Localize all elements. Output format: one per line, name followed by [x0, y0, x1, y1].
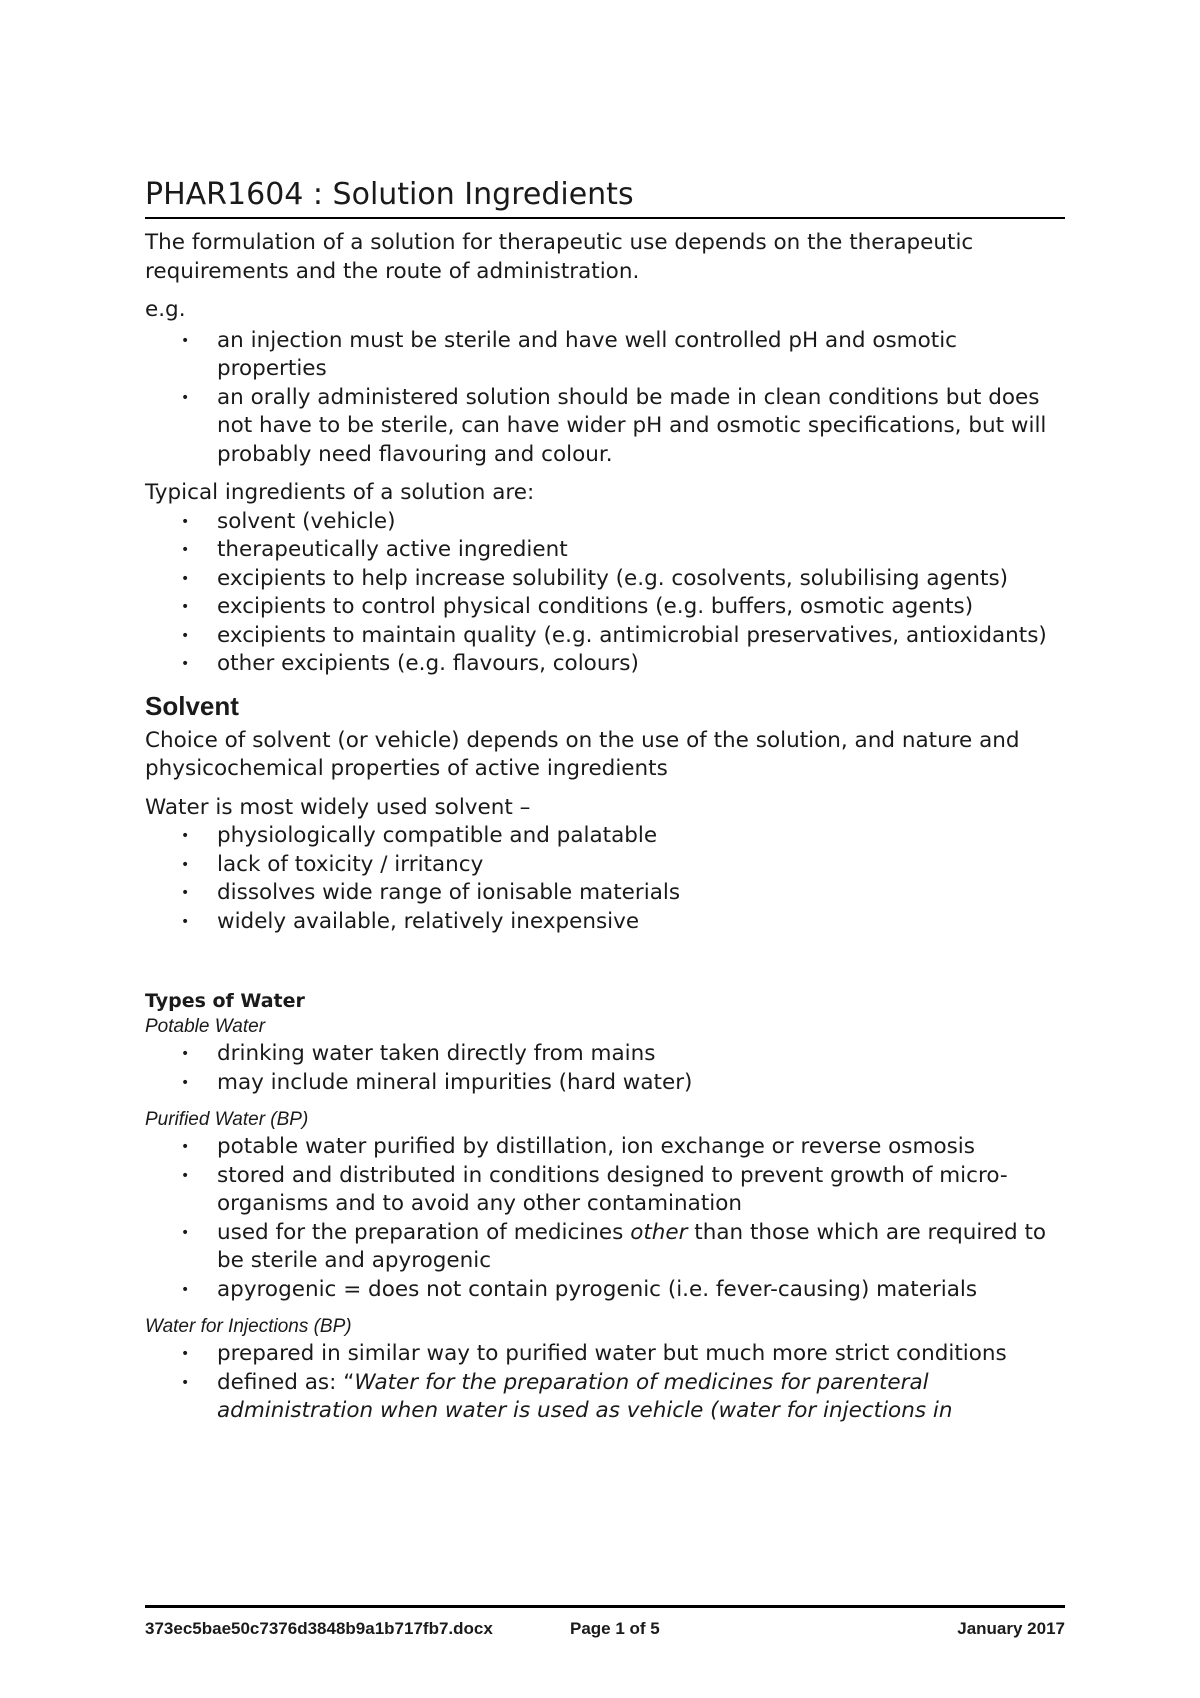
- bullet-icon: •: [181, 828, 190, 844]
- water-intro: Water is most widely used solvent –: [145, 794, 531, 820]
- bullet-icon: •: [181, 389, 190, 406]
- bullet-icon: •: [181, 627, 190, 644]
- bullet-icon: •: [181, 1074, 190, 1091]
- bullet-icon: •: [181, 1374, 190, 1391]
- water-for-injections-heading: Water for Injections (BP): [145, 1316, 352, 1337]
- list-item: • potable water purified by distillation, ion exchange or reverse osmosis: [145, 1133, 1065, 1162]
- eg-list: [145, 327, 1065, 470]
- potable-list: [145, 1040, 1065, 1097]
- bullet-icon: •: [181, 1224, 190, 1241]
- bullet-icon: •: [181, 513, 190, 530]
- bullet-icon: •: [181, 885, 190, 901]
- solvent-choice-paragraph: Choice of solvent (or vehicle) depends on the use of the solution, and nature and physicochemical properties of active ingredients: [145, 727, 1020, 781]
- eg-label: e.g.: [145, 297, 186, 322]
- list-item: • prepared in similar way to purified water but much more strict conditions: [145, 1340, 1065, 1369]
- bullet-icon: •: [181, 599, 190, 615]
- water-list: [145, 822, 1065, 936]
- list-item: • defined as: “Water for the preparation of medicines for parenteral administration when water is used as vehicle (water for injections in: [181, 1369, 953, 1423]
- list-item: • an orally administered solution should be made in clean conditions but does not have to be sterile, can have wider pH and osmotic specifications, but will probably need flavouring and colour.: [181, 384, 1047, 467]
- list-item: • apyrogenic = does not contain pyrogenic (i.e. fever-causing) materials: [145, 1276, 1065, 1305]
- bullet-icon: •: [181, 1167, 190, 1184]
- list-item: • used for the preparation of medicines other than those which are required to be sterile and apyrogenic: [181, 1219, 1047, 1273]
- bullet-icon: •: [181, 913, 190, 930]
- purified-list: [145, 1133, 1065, 1304]
- purified-water-heading: Purified Water (BP): [145, 1109, 309, 1130]
- list-item: • widely available, relatively inexpensive: [145, 908, 1065, 937]
- list-item: • therapeutically active ingredient: [145, 536, 1065, 565]
- bullet-icon: •: [181, 570, 190, 587]
- types-of-water-heading: Types of Water: [145, 990, 305, 1012]
- solvent-heading: Solvent: [145, 690, 239, 721]
- document-page: [145, 176, 1065, 1426]
- list-item: • physiologically compatible and palatable: [145, 822, 1065, 851]
- list-item: • may include mineral impurities (hard water): [145, 1069, 1065, 1098]
- list-item: • excipients to control physical conditions (e.g. buffers, osmotic agents): [145, 593, 1065, 622]
- list-item: • excipients to maintain quality (e.g. antimicrobial preservatives, antioxidants): [145, 622, 1065, 651]
- list-item: • other excipients (e.g. flavours, colours): [145, 650, 1065, 679]
- list-item: • excipients to help increase solubility (e.g. cosolvents, solubilising agents): [145, 565, 1065, 594]
- bullet-icon: •: [181, 1281, 190, 1298]
- list-item: • drinking water taken directly from mains: [145, 1040, 1065, 1069]
- list-item: • dissolves wide range of ionisable materials: [145, 879, 1065, 908]
- list-item: • solvent (vehicle): [145, 508, 1065, 537]
- typical-list: [145, 508, 1065, 679]
- list-item: • stored and distributed in conditions designed to prevent growth of micro-organisms and to avoid any other contamination: [181, 1162, 1008, 1216]
- typical-intro: Typical ingredients of a solution are:: [145, 480, 535, 505]
- list-item: • an injection must be sterile and have well controlled pH and osmotic properties: [181, 327, 958, 381]
- bullet-icon: •: [181, 656, 190, 672]
- bullet-icon: •: [181, 1139, 190, 1155]
- potable-water-heading: Potable Water: [145, 1016, 266, 1037]
- footer-date: January 2017: [957, 1619, 1065, 1638]
- intro-paragraph: The formulation of a solution for therapeutic use depends on the therapeutic requirements and the route of administration.: [145, 230, 974, 284]
- injections-list: [145, 1340, 1065, 1426]
- bullet-icon: •: [181, 1046, 190, 1062]
- bullet-icon: •: [181, 332, 190, 349]
- page-footer: [145, 1605, 1065, 1638]
- footer-filename: 373ec5bae50c7376d3848b9a1b717fb7.docx: [145, 1619, 493, 1638]
- bullet-icon: •: [181, 542, 190, 558]
- list-item: • lack of toxicity / irritancy: [145, 851, 1065, 880]
- footer-page-number: Page 1 of 5: [570, 1619, 660, 1638]
- page-title: PHAR1604 : Solution Ingredients: [145, 176, 1065, 219]
- bullet-icon: •: [181, 1346, 190, 1362]
- bullet-icon: •: [181, 856, 190, 873]
